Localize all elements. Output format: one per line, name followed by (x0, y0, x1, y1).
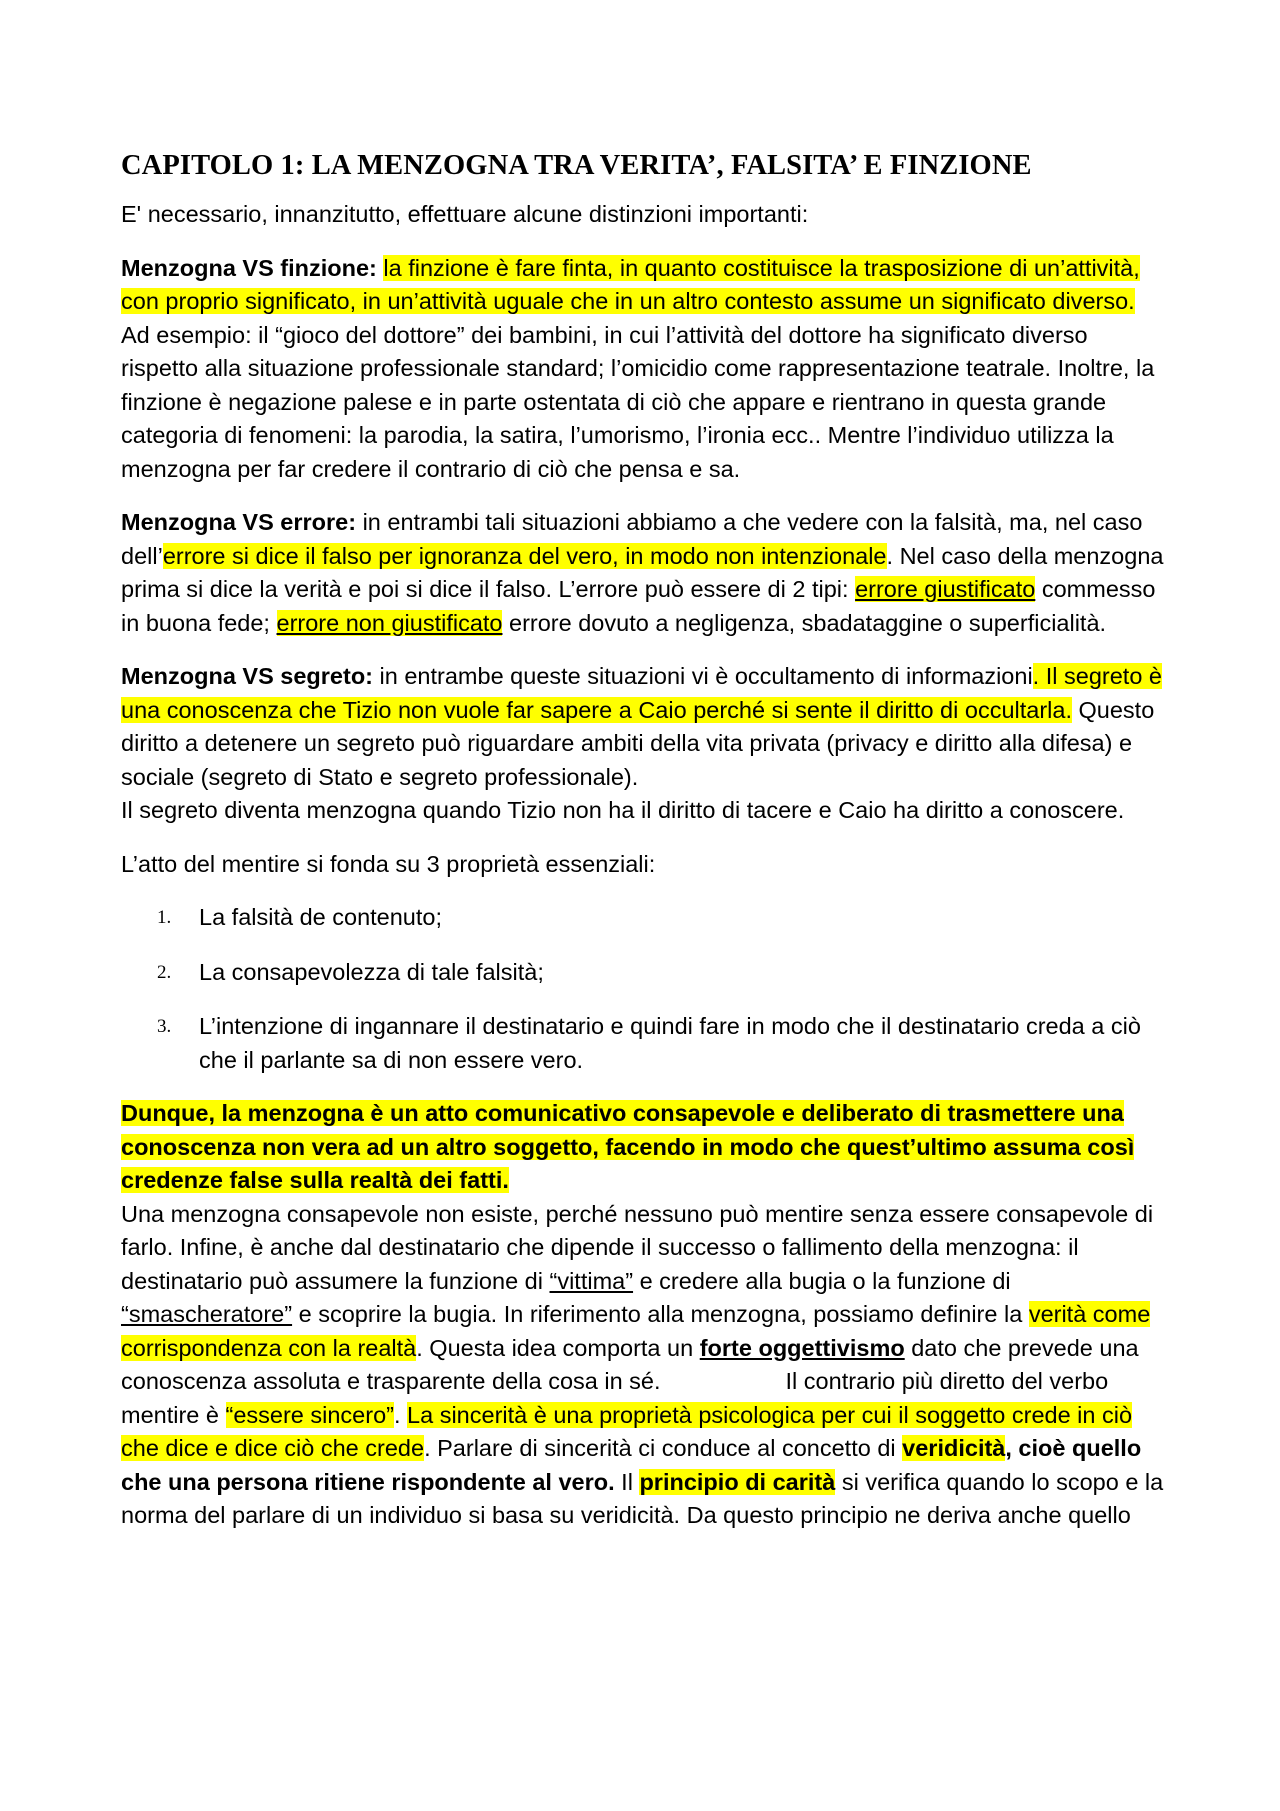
body-text: Il segreto diventa menzogna quando Tizio non ha il diritto di tacere e Caio ha diritto a conoscere. (121, 797, 1125, 823)
body-text: . (393, 1401, 401, 1428)
body-text: commesso in buona fede; (121, 576, 1156, 636)
highlighted-text: La sincerità è una proprietà psicologica per cui il soggetto crede in ciò che dice e dice ciò che crede (121, 1401, 1133, 1461)
term-label: Menzogna VS segreto: (121, 663, 374, 689)
body-text: Ad esempio: il “gioco del dottore” dei bambini, in cui l’attività del dottore ha significato diverso rispetto alla situazione professionale standard; l’omicidio come rappresentazione teatrale. Inoltre, la finzione è negazione palese e in parte ostentata di ciò che appare e rientrano in questa grande categoria di fenomeni: la parodia, la satira, l’umorismo, l’ironia ecc.. Mentre l’individuo utilizza la menzogna per far credere il contrario di ciò che pensa e sa. (121, 321, 1155, 482)
term-label: Menzogna VS errore: (121, 509, 357, 535)
body-text: . Nel caso della menzogna prima si dice la verità e poi si dice il falso. L’errore può essere di 2 tipi: (121, 542, 1164, 602)
bold-underlined-term: forte oggettivismo (699, 1334, 905, 1361)
list-item (121, 901, 1167, 935)
highlighted-text: la finzione è fare finta, in quanto costituisce la trasposizione di un’attività, con proprio significato, in un’attività uguale che in un altro contesto assume un significato diverso. (121, 254, 1140, 314)
bold-text: , cioè quello che una persona ritiene rispondente al vero. (121, 1435, 1142, 1495)
underlined-term: “vittima” (549, 1267, 634, 1294)
body-text: . Parlare di sincerità ci conduce al concetto di (424, 1435, 896, 1461)
highlighted-text: “essere sincero” (225, 1401, 394, 1428)
list-item-text: La consapevolezza di tale falsità; (199, 958, 544, 985)
paragraph-conclusion (121, 1097, 1167, 1533)
paragraph-menzogna-errore (121, 506, 1167, 640)
body-text: in entrambi tali situazioni abbiamo a che vedere con la falsità, ma, nel caso dell’ (121, 509, 1143, 569)
paragraph-menzogna-segreto (121, 660, 1167, 828)
list-number: 3. (157, 1016, 172, 1037)
body-text: dato che prevede una conoscenza assoluta e trasparente della cosa in sé. (121, 1334, 1139, 1394)
list-item (121, 956, 1167, 990)
body-text: e scoprire la bugia. In riferimento alla menzogna, possiamo definire la (298, 1301, 1023, 1327)
body-text: Il contrario più diretto del verbo mentire è (121, 1368, 1109, 1428)
body-text: Questo diritto a detenere un segreto può riguardare ambiti della vita privata (privacy e diritto alla difesa) e sociale (segreto di Stato e segreto professionale). (121, 696, 1155, 790)
body-text: si verifica quando lo scopo e la norma del parlare di un individuo si basa su veridicità. Da questo principio ne deriva anche quello (121, 1468, 1164, 1528)
list-number: 1. (157, 907, 172, 928)
list-item-text: La falsità de contenuto; (199, 904, 443, 930)
highlighted-underlined-text: errore non giustificato (276, 609, 503, 636)
highlighted-text: . Il segreto è una conoscenza che Tizio non vuole far sapere a Caio perché si sente il diritto di occultarla. (121, 663, 1162, 723)
body-text: . Questa idea comporta un (416, 1334, 694, 1361)
bold-highlighted-term: veridicità (902, 1435, 1006, 1461)
highlighted-underlined-text: errore giustificato (855, 576, 1036, 602)
bold-highlighted-term: principio di carità (639, 1468, 836, 1495)
list-number: 2. (157, 961, 172, 983)
body-text: e credere alla bugia o la funzione di (639, 1267, 1011, 1294)
body-text: Il (621, 1468, 633, 1495)
document-page (121, 148, 1167, 1533)
highlighted-text: errore si dice il falso per ignoranza del vero, in modo non intenzionale (162, 542, 887, 569)
term-label: Menzogna VS finzione: (121, 254, 377, 281)
body-text: Una menzogna consapevole non esiste, perché nessuno può mentire senza essere consapevole di farlo. Infine, è anche dal destinatario che dipende il successo o fallimento della menzogna: il destinatario può assumere la funzione di (121, 1200, 1154, 1294)
body-text: in entrambe queste situazioni vi è occultamento di informazioni (379, 663, 1033, 689)
bold-highlighted-definition: Dunque, la menzogna è un atto comunicativo consapevole e deliberato di trasmettere una conoscenza non vera ad un altro soggetto, facendo in modo che quest’ultimo assuma così credenze false sulla realtà dei fatti. (121, 1100, 1135, 1193)
list-item-text: L’intenzione di ingannare il destinatario e quindi fare in modo che il destinatario creda a ciò che il parlante sa di non essere vero. (199, 1013, 1141, 1073)
intro-paragraph: E' necessario, innanzitutto, effettuare alcune distinzioni importanti: (121, 201, 809, 227)
properties-list (121, 901, 1167, 1077)
chapter-title: CAPITOLO 1: LA MENZOGNA TRA VERITA’, FALSITA’ E FINZIONE (121, 150, 1032, 181)
body-text: errore dovuto a negligenza, sbadataggine o superficialità. (509, 609, 1107, 636)
list-item (121, 1010, 1167, 1077)
properties-intro: L’atto del mentire si fonda su 3 proprietà essenziali: (121, 850, 656, 877)
paragraph-menzogna-finzione (121, 252, 1167, 487)
highlighted-text: verità come corrispondenza con la realtà (121, 1301, 1151, 1361)
underlined-term: “smascheratore” (121, 1301, 293, 1327)
